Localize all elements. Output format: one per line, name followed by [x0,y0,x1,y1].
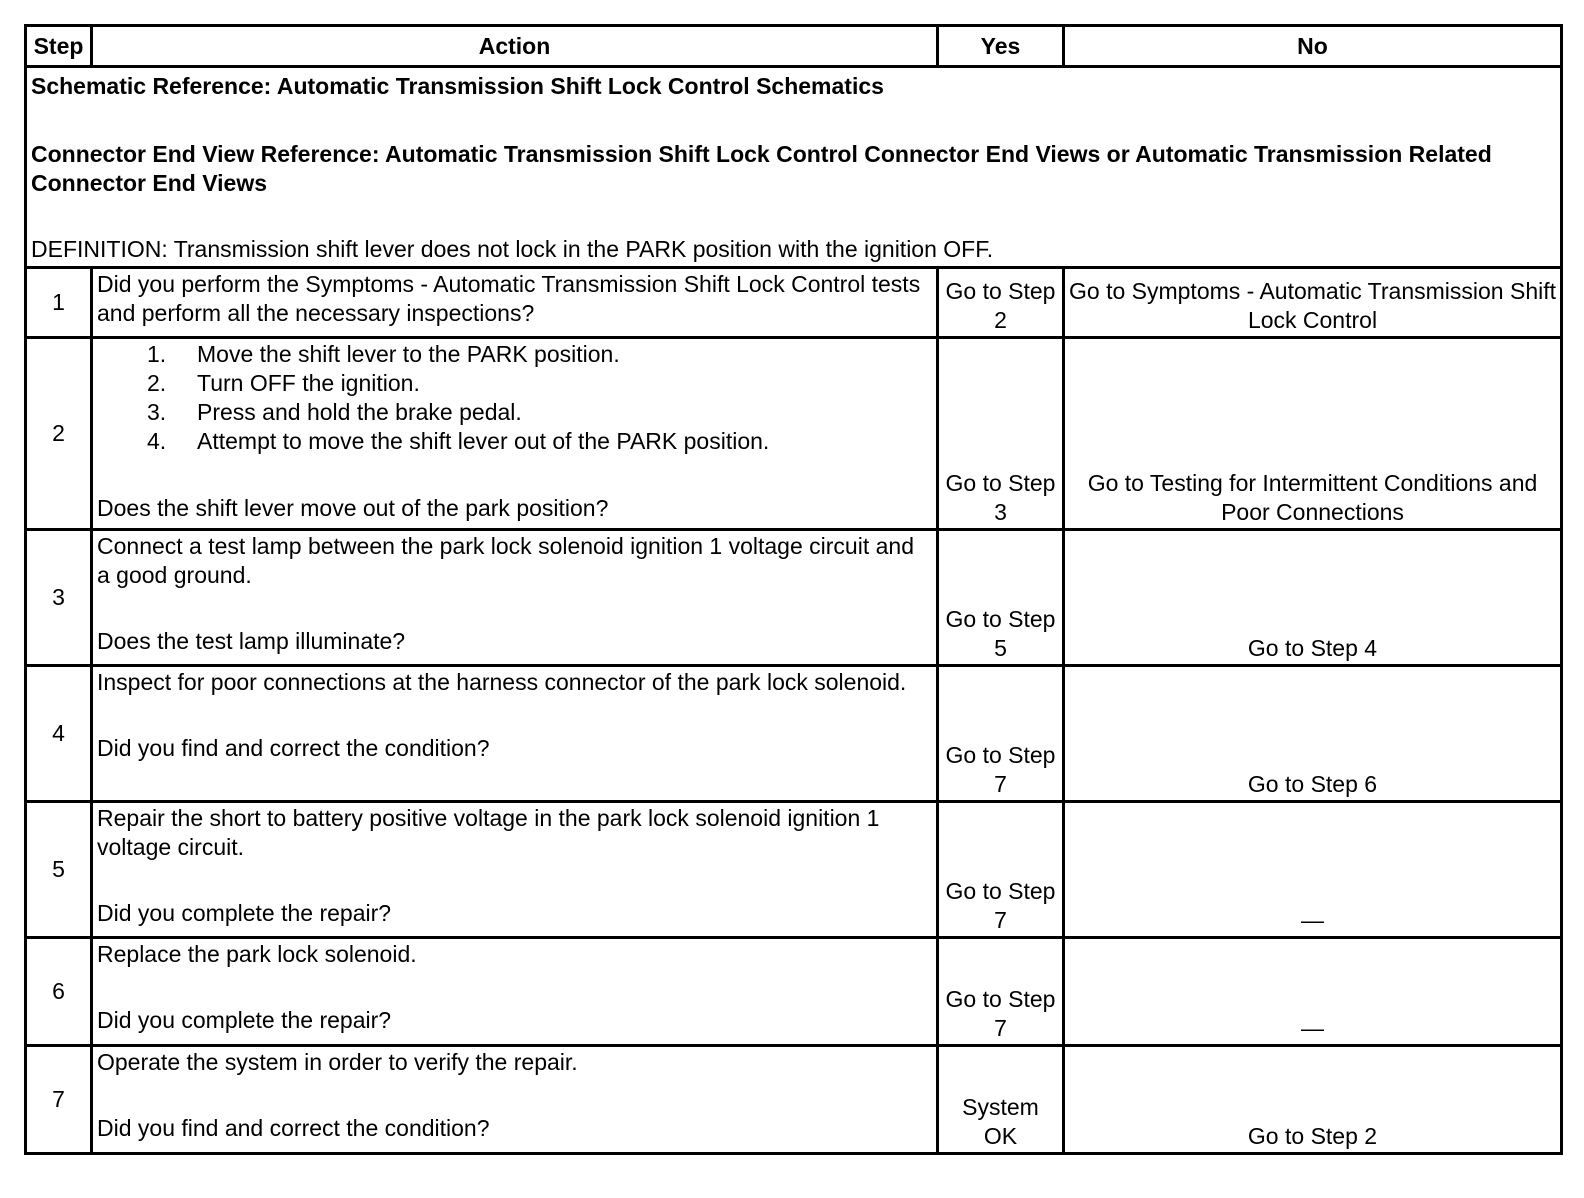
action-text: Operate the system in order to verify the repair. [97,1049,578,1075]
question-text: Did you complete the repair? [97,1007,392,1033]
action-text: Did you perform the Symptoms - Automatic Transmission Shift Lock Control tests and perform all the necessary inspections? [92,268,938,338]
step-number: 2 [26,338,92,530]
yes-result: System OK [938,1046,1064,1154]
no-result: — [1064,802,1562,938]
reference-row [26,67,1562,268]
table-row [26,530,1562,666]
header-step: Step [26,26,92,67]
list-item: 1. Move the shift lever to the PARK position. [147,341,620,367]
question-text: Did you find and correct the condition? [97,1115,490,1141]
yes-result: Go to Step 7 [938,802,1064,938]
schematic-reference: Schematic Reference: Automatic Transmission Shift Lock Control Schematics [31,73,884,99]
yes-result: Go to Step 7 [938,938,1064,1046]
action-cell [92,938,938,1046]
question-text: Does the test lamp illuminate? [97,628,406,654]
action-text: Inspect for poor connections at the harness connector of the park lock solenoid. [97,669,907,695]
diagnostic-table [24,24,1563,1155]
header-yes: Yes [938,26,1064,67]
list-item: 4. Attempt to move the shift lever out of the PARK position. [147,428,770,454]
header-no: No [1064,26,1562,67]
yes-result: Go to Step 5 [938,530,1064,666]
action-text: Repair the short to battery positive voltage in the park lock solenoid ignition 1 voltage circuit. [97,805,880,860]
step-number: 1 [26,268,92,338]
no-result: — [1064,938,1562,1046]
action-cell [92,1046,938,1154]
step-number: 3 [26,530,92,666]
action-cell [92,666,938,802]
no-result: Go to Step 2 [1064,1046,1562,1154]
diagnostic-table-container [24,24,1560,1155]
table-row [26,268,1562,338]
table-row [26,1046,1562,1154]
no-result: Go to Step 4 [1064,530,1562,666]
no-result: Go to Step 6 [1064,666,1562,802]
table-row [26,802,1562,938]
table-row [26,666,1562,802]
question-text: Did you find and correct the condition? [97,735,490,761]
action-text: Connect a test lamp between the park lock solenoid ignition 1 voltage circuit and a good ground. [97,533,914,588]
step-number: 7 [26,1046,92,1154]
list-item: 2. Turn OFF the ignition. [147,370,420,396]
substep-list [97,340,932,456]
yes-result: Go to Step 7 [938,666,1064,802]
header-action: Action [92,26,938,67]
action-cell [92,530,938,666]
no-result: Go to Testing for Intermittent Conditions and Poor Connections [1064,338,1562,530]
reference-cell [26,67,1562,268]
table-row [26,338,1562,530]
question-text: Does the shift lever move out of the park position? [97,495,609,521]
action-cell [92,338,938,530]
yes-result: Go to Step 3 [938,338,1064,530]
yes-result: Go to Step 2 [938,268,1064,338]
question-text: Did you complete the repair? [97,900,392,926]
action-cell [92,802,938,938]
definition: DEFINITION: Transmission shift lever does not lock in the PARK position with the ignition OFF. [31,236,994,262]
header-row [26,26,1562,67]
connector-reference: Connector End View Reference: Automatic Transmission Shift Lock Control Connector End Views or Automatic Transmission Related Connector End Views [31,141,1492,196]
list-item: 3. Press and hold the brake pedal. [147,399,522,425]
table-row [26,938,1562,1046]
step-number: 4 [26,666,92,802]
action-text: Replace the park lock solenoid. [97,941,417,967]
step-number: 6 [26,938,92,1046]
step-number: 5 [26,802,92,938]
no-result: Go to Symptoms - Automatic Transmission Shift Lock Control [1064,268,1562,338]
